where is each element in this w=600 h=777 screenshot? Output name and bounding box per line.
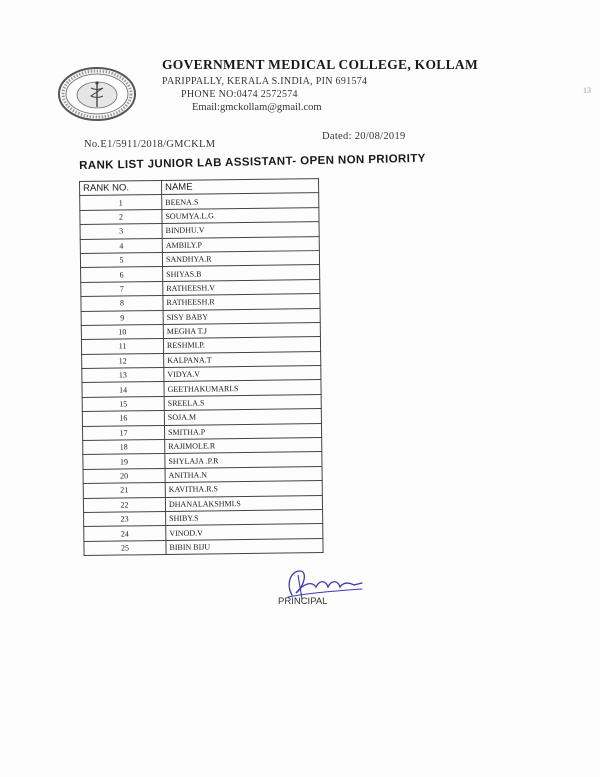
rank-cell: 9 <box>81 310 163 325</box>
name-cell: SREELA.S <box>164 394 321 410</box>
rank-cell: 12 <box>82 353 164 368</box>
letterhead <box>162 57 478 113</box>
rank-cell: 11 <box>81 339 163 354</box>
rank-cell: 10 <box>81 324 163 339</box>
reference-date: Dated: 20/08/2019 <box>322 131 406 142</box>
name-cell: KALPANA.T <box>164 351 321 367</box>
name-cell: SOUMYA.L.G <box>162 207 319 223</box>
name-cell: KAVITHA.R.S <box>165 481 322 497</box>
name-cell: SHYLAJA .P.R <box>165 452 322 468</box>
rank-cell: 20 <box>83 468 165 483</box>
name-cell: DHANALAKSHMI.S <box>165 495 322 511</box>
name-cell: RATHEESH.V <box>163 279 320 295</box>
name-cell: RAJIMOLE.R <box>165 438 322 454</box>
rank-cell: 24 <box>84 526 166 541</box>
college-address: PARIPPALLY, KERALA S.INDIA, PIN 691574 <box>162 76 368 87</box>
rank-cell: 13 <box>82 368 164 383</box>
name-cell: MEGHA T.J <box>163 322 320 338</box>
rank-list-table <box>79 178 324 556</box>
name-cell: SMITHA.P <box>164 423 321 439</box>
rank-cell: 15 <box>82 396 164 411</box>
rank-cell: 25 <box>84 540 166 555</box>
rank-cell: 18 <box>83 440 165 455</box>
college-seal-logo <box>57 66 137 122</box>
name-cell: GEETHAKUMARI.S <box>164 380 321 396</box>
column-header-name: NAME <box>161 179 318 195</box>
name-cell: BEENA.S <box>162 193 319 209</box>
name-cell: SHIYAS.B <box>163 265 320 281</box>
margin-mark: 13 <box>583 86 591 95</box>
rank-cell: 19 <box>83 454 165 469</box>
rank-cell: 16 <box>82 411 164 426</box>
name-cell: SOJA.M <box>164 409 321 425</box>
college-phone: PHONE NO:0474 2572574 <box>181 89 298 100</box>
rank-cell: 8 <box>81 296 163 311</box>
rank-cell: 22 <box>83 497 165 512</box>
name-cell: RATHEESH.R <box>163 294 320 310</box>
rank-cell: 23 <box>84 511 166 526</box>
name-cell: SHIBY.S <box>166 510 323 526</box>
rank-cell: 14 <box>82 382 164 397</box>
table-row <box>84 538 323 555</box>
name-cell: SANDHYA.R <box>162 251 319 267</box>
name-cell: VIDYA.V <box>164 366 321 382</box>
name-cell: RESHMI.P. <box>163 337 320 353</box>
reference-number: No.E1/5911/2018/GMCKLM <box>84 139 216 150</box>
rank-cell: 2 <box>80 209 162 224</box>
rank-cell: 4 <box>80 238 162 253</box>
rank-cell: 17 <box>82 425 164 440</box>
rank-cell: 5 <box>80 252 162 267</box>
document-title: RANK LIST JUNIOR LAB ASSISTANT- OPEN NON PRIORITY <box>79 152 426 172</box>
name-cell: VINOD.V <box>166 524 323 540</box>
college-email: Email:gmckollam@gmail.com <box>192 102 322 113</box>
rank-cell: 1 <box>80 195 162 210</box>
name-cell: ANITHA.N <box>165 466 322 482</box>
rank-cell: 3 <box>80 224 162 239</box>
rank-cell: 21 <box>83 483 165 498</box>
column-header-rank: RANK NO. <box>80 180 162 195</box>
name-cell: SISY BABY <box>163 308 320 324</box>
name-cell: AMBILY.P <box>162 236 319 252</box>
college-name: GOVERNMENT MEDICAL COLLEGE, KOLLAM <box>162 57 478 72</box>
name-cell: BINDHU.V <box>162 222 319 238</box>
rank-cell: 7 <box>81 281 163 296</box>
name-cell: BIBIN BIJU <box>166 538 323 554</box>
rank-cell: 6 <box>81 267 163 282</box>
signatory-designation: PRINCIPAL <box>278 596 328 607</box>
